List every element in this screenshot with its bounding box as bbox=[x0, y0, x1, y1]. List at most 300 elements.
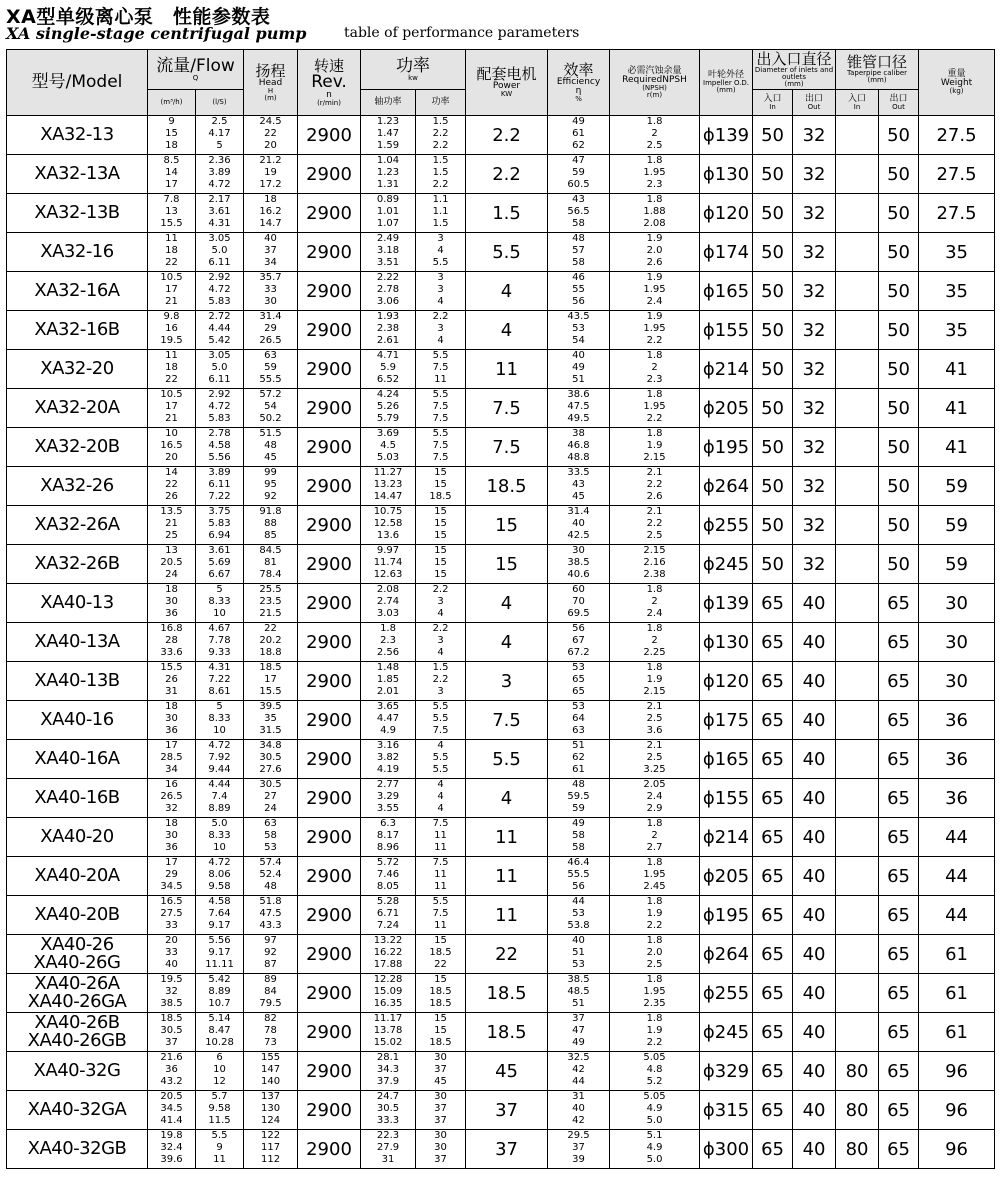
cell-tin: 80 bbox=[836, 1052, 879, 1091]
cell-value: 53 bbox=[572, 324, 585, 334]
cell-value: 5.0 bbox=[646, 1116, 663, 1126]
header-taper-outlet-en: Out bbox=[892, 102, 905, 111]
cell-model: XA32-13A bbox=[7, 155, 148, 194]
cell-rev: 2900 bbox=[298, 662, 361, 701]
cell-pw bbox=[416, 233, 466, 272]
cell-value: 31.4 bbox=[259, 312, 282, 322]
cell-value: 87 bbox=[264, 960, 277, 970]
cell-value: 84.5 bbox=[259, 546, 282, 556]
cell-imp: ϕ329 bbox=[700, 1052, 753, 1091]
cell-pw bbox=[416, 467, 466, 506]
cell-shaft bbox=[361, 545, 416, 584]
cell-model: XA32-20 bbox=[7, 350, 148, 389]
cell-value: 15.5 bbox=[160, 219, 183, 229]
cell-motor: 4 bbox=[466, 311, 548, 350]
cell-value: 130 bbox=[260, 1104, 281, 1114]
cell-value: 58 bbox=[572, 831, 585, 841]
cell-value: 5.79 bbox=[376, 414, 400, 424]
cell-value: 17 bbox=[165, 285, 178, 295]
cell-value: 28 bbox=[165, 636, 178, 646]
cell-inlet: 65 bbox=[753, 1013, 793, 1052]
cell-value: 55 bbox=[572, 285, 585, 295]
cell-value: 2.7 bbox=[646, 843, 663, 853]
cell-pw bbox=[416, 857, 466, 896]
cell-weight: 41 bbox=[919, 428, 995, 467]
cell-value: 18.5 bbox=[259, 663, 282, 673]
cell-value: 7.22 bbox=[208, 675, 231, 685]
cell-value: 4.44 bbox=[208, 780, 231, 790]
cell-value: 55.5 bbox=[567, 870, 590, 880]
cell-value: 3 bbox=[437, 234, 444, 244]
cell-inlet: 65 bbox=[753, 701, 793, 740]
cell-weight: 41 bbox=[919, 389, 995, 428]
cell-value: 3.65 bbox=[376, 702, 400, 712]
cell-value: 32.4 bbox=[160, 1143, 183, 1153]
table-row bbox=[7, 506, 995, 545]
cell-value: 2 bbox=[651, 363, 658, 373]
cell-q1 bbox=[148, 1013, 196, 1052]
cell-value: 19.8 bbox=[160, 1131, 183, 1141]
cell-q1 bbox=[148, 311, 196, 350]
cell-value: 2.2 bbox=[432, 624, 449, 634]
cell-value: 30.5 bbox=[376, 1104, 400, 1114]
header-rev-en: Rev. bbox=[311, 71, 347, 92]
cell-value: 15 bbox=[434, 1014, 447, 1024]
cell-value: 4.47 bbox=[376, 714, 400, 724]
cell-q1 bbox=[148, 467, 196, 506]
cell-value: 6.71 bbox=[376, 909, 400, 919]
header-motor bbox=[466, 50, 548, 116]
cell-tout: 65 bbox=[879, 740, 919, 779]
cell-value: 1.8 bbox=[380, 624, 396, 634]
cell-npsh bbox=[610, 272, 700, 311]
cell-value: 5.14 bbox=[208, 1014, 231, 1024]
cell-outlet: 32 bbox=[793, 506, 836, 545]
cell-value: 5.5 bbox=[432, 897, 449, 907]
cell-rev: 2900 bbox=[298, 1091, 361, 1130]
cell-value: 43.3 bbox=[259, 921, 282, 931]
cell-value: 2.9 bbox=[646, 804, 663, 814]
cell-tout: 50 bbox=[879, 311, 919, 350]
cell-npsh bbox=[610, 428, 700, 467]
cell-value: 2.45 bbox=[643, 882, 666, 892]
cell-value: 18 bbox=[264, 195, 277, 205]
cell-value: 51 bbox=[572, 375, 585, 385]
cell-pw bbox=[416, 623, 466, 662]
cell-h bbox=[244, 311, 298, 350]
header-flow-symbol: Q bbox=[192, 73, 199, 82]
cell-npsh bbox=[610, 935, 700, 974]
cell-value: 73 bbox=[264, 1038, 277, 1048]
cell-value: 1.9 bbox=[646, 909, 663, 919]
cell-value: 4 bbox=[437, 780, 444, 790]
cell-q1 bbox=[148, 974, 196, 1013]
cell-pw bbox=[416, 1013, 466, 1052]
cell-motor: 18.5 bbox=[466, 467, 548, 506]
cell-q1 bbox=[148, 623, 196, 662]
cell-value: 6.3 bbox=[380, 819, 396, 829]
cell-value: 11 bbox=[434, 921, 447, 931]
cell-value: 67 bbox=[572, 636, 585, 646]
cell-value: 57.4 bbox=[259, 858, 282, 868]
cell-value: 2 bbox=[651, 636, 658, 646]
cell-tout: 65 bbox=[879, 818, 919, 857]
header-head-en: Head bbox=[258, 77, 283, 88]
cell-value: 16.5 bbox=[160, 897, 183, 907]
cell-eff bbox=[548, 1091, 610, 1130]
cell-pw bbox=[416, 896, 466, 935]
cell-model: XA40-32G bbox=[7, 1052, 148, 1091]
cell-pw bbox=[416, 428, 466, 467]
cell-value: 47 bbox=[572, 156, 585, 166]
cell-value: 2.6 bbox=[646, 258, 663, 268]
cell-value: 92 bbox=[264, 948, 277, 958]
cell-value: 17 bbox=[165, 180, 178, 190]
cell-value: 34.5 bbox=[160, 882, 183, 892]
cell-value: 3 bbox=[437, 636, 444, 646]
cell-value: 58 bbox=[264, 831, 277, 841]
cell-q2 bbox=[196, 662, 244, 701]
cell-value: 31 bbox=[572, 1092, 585, 1102]
cell-model bbox=[7, 935, 148, 974]
cell-value: 2.38 bbox=[643, 570, 666, 580]
table-row bbox=[7, 623, 995, 662]
cell-value: 51 bbox=[572, 741, 585, 751]
cell-q2 bbox=[196, 350, 244, 389]
cell-value: 2.3 bbox=[380, 636, 396, 646]
cell-value: 2 bbox=[651, 129, 658, 139]
cell-model: XA40-13 bbox=[7, 584, 148, 623]
table-row bbox=[7, 1130, 995, 1169]
cell-rev: 2900 bbox=[298, 506, 361, 545]
header-dia-en: Diameter of inlets and outlets bbox=[754, 65, 834, 81]
cell-eff bbox=[548, 623, 610, 662]
cell-value: 27.6 bbox=[259, 765, 282, 775]
cell-q2 bbox=[196, 233, 244, 272]
cell-rev: 2900 bbox=[298, 389, 361, 428]
cell-value: 44 bbox=[572, 897, 585, 907]
cell-value: 1.48 bbox=[376, 663, 400, 673]
cell-q2 bbox=[196, 701, 244, 740]
table-row bbox=[7, 194, 995, 233]
cell-motor: 45 bbox=[466, 1052, 548, 1091]
cell-value: 16.2 bbox=[259, 207, 282, 217]
cell-value: 3.16 bbox=[376, 741, 400, 751]
cell-value: 17.2 bbox=[259, 180, 282, 190]
cell-weight: 27.5 bbox=[919, 194, 995, 233]
cell-value: 1.8 bbox=[646, 624, 663, 634]
cell-value: 15 bbox=[434, 1026, 447, 1036]
cell-shaft bbox=[361, 428, 416, 467]
cell-value: 1.8 bbox=[646, 1014, 663, 1024]
cell-inlet: 65 bbox=[753, 584, 793, 623]
cell-value: 2.4 bbox=[646, 297, 663, 307]
header-model: 型号/Model bbox=[7, 50, 148, 116]
cell-value: 4 bbox=[437, 648, 444, 658]
cell-imp: ϕ255 bbox=[700, 506, 753, 545]
cell-inlet: 50 bbox=[753, 350, 793, 389]
cell-h bbox=[244, 467, 298, 506]
cell-value: 16.8 bbox=[160, 624, 183, 634]
header-motor-unit: KW bbox=[500, 90, 513, 98]
cell-weight: 27.5 bbox=[919, 155, 995, 194]
cell-value: 49 bbox=[572, 117, 585, 127]
cell-value: 29.5 bbox=[567, 1131, 590, 1141]
cell-npsh bbox=[610, 194, 700, 233]
cell-q2 bbox=[196, 1130, 244, 1169]
cell-npsh bbox=[610, 233, 700, 272]
cell-value: 37 bbox=[572, 1143, 585, 1153]
cell-outlet: 40 bbox=[793, 974, 836, 1013]
table-row bbox=[7, 545, 995, 584]
cell-npsh bbox=[610, 857, 700, 896]
cell-value: 29 bbox=[264, 324, 277, 334]
cell-value: 4.5 bbox=[380, 441, 396, 451]
cell-eff bbox=[548, 857, 610, 896]
cell-value: 2.2 bbox=[646, 336, 663, 346]
cell-shaft bbox=[361, 272, 416, 311]
cell-value: 15 bbox=[434, 546, 447, 556]
cell-value: 33.6 bbox=[160, 648, 183, 658]
cell-q2 bbox=[196, 1091, 244, 1130]
cell-value: 5.1 bbox=[646, 1131, 663, 1141]
cell-value: 28.1 bbox=[376, 1053, 400, 1063]
cell-value: 7.5 bbox=[432, 402, 449, 412]
header-taper-outlet-cn: 出口 bbox=[889, 93, 908, 104]
cell-tin bbox=[836, 857, 879, 896]
cell-pw bbox=[416, 1052, 466, 1091]
cell-pw bbox=[416, 935, 466, 974]
cell-value: 5.56 bbox=[208, 936, 231, 946]
cell-motor: 37 bbox=[466, 1130, 548, 1169]
cell-value: 4.58 bbox=[208, 897, 231, 907]
cell-pw bbox=[416, 818, 466, 857]
cell-model: XA32-16 bbox=[7, 233, 148, 272]
cell-outlet: 40 bbox=[793, 818, 836, 857]
table-row bbox=[7, 467, 995, 506]
cell-value: 4 bbox=[437, 246, 444, 256]
cell-value: 56 bbox=[572, 882, 585, 892]
cell-tin bbox=[836, 467, 879, 506]
cell-value: 1.07 bbox=[376, 219, 400, 229]
cell-eff bbox=[548, 194, 610, 233]
cell-tout: 50 bbox=[879, 506, 919, 545]
cell-value: 2.08 bbox=[376, 585, 400, 595]
cell-value: 5 bbox=[216, 585, 223, 595]
cell-value: 43 bbox=[572, 480, 585, 490]
cell-value: 18.5 bbox=[160, 1014, 183, 1024]
cell-value: 48.5 bbox=[567, 987, 590, 997]
cell-motor: 2.2 bbox=[466, 155, 548, 194]
cell-value: 6.52 bbox=[376, 375, 400, 385]
cell-value: 7.92 bbox=[208, 753, 231, 763]
cell-value: 30.5 bbox=[259, 753, 282, 763]
cell-value: 14.7 bbox=[259, 219, 282, 229]
cell-value: 11 bbox=[434, 831, 447, 841]
cell-value: 25.5 bbox=[259, 585, 282, 595]
cell-value: 5 bbox=[216, 702, 223, 712]
cell-value: 5.7 bbox=[211, 1092, 228, 1102]
cell-value: 1.5 bbox=[432, 168, 449, 178]
cell-value: 62 bbox=[572, 141, 585, 151]
cell-rev: 2900 bbox=[298, 233, 361, 272]
cell-value: 5.5 bbox=[432, 390, 449, 400]
cell-value: 1.8 bbox=[646, 663, 663, 673]
cell-value: 36 bbox=[165, 726, 178, 736]
cell-value: 2.56 bbox=[376, 648, 400, 658]
cell-value: 81 bbox=[264, 558, 277, 568]
cell-value: 3.55 bbox=[376, 804, 400, 814]
cell-q2 bbox=[196, 818, 244, 857]
cell-value: 5.83 bbox=[208, 519, 231, 529]
cell-q1 bbox=[148, 1091, 196, 1130]
cell-value: 7.5 bbox=[432, 909, 449, 919]
cell-pw bbox=[416, 974, 466, 1013]
cell-value: 4.71 bbox=[376, 351, 400, 361]
cell-value: 33.5 bbox=[567, 468, 590, 478]
cell-q2 bbox=[196, 1013, 244, 1052]
cell-value: 10.5 bbox=[160, 273, 183, 283]
cell-pw bbox=[416, 194, 466, 233]
cell-pw bbox=[416, 584, 466, 623]
cell-q2 bbox=[196, 740, 244, 779]
cell-weight: 61 bbox=[919, 974, 995, 1013]
cell-value: 27.9 bbox=[376, 1143, 400, 1153]
cell-rev: 2900 bbox=[298, 857, 361, 896]
table-row bbox=[7, 740, 995, 779]
cell-value: 3.69 bbox=[376, 429, 400, 439]
cell-inlet: 50 bbox=[753, 428, 793, 467]
cell-value: 2.5 bbox=[646, 531, 663, 541]
cell-value: 3.03 bbox=[376, 609, 400, 619]
cell-value: 2.72 bbox=[208, 312, 231, 322]
cell-value: 21.6 bbox=[160, 1053, 183, 1063]
cell-value: 1.5 bbox=[432, 219, 449, 229]
cell-value: 53 bbox=[572, 960, 585, 970]
cell-value: 53 bbox=[572, 909, 585, 919]
cell-value: 20 bbox=[165, 453, 178, 463]
cell-value: 70 bbox=[572, 597, 585, 607]
cell-value: 1.8 bbox=[646, 429, 663, 439]
cell-npsh bbox=[610, 1013, 700, 1052]
cell-npsh bbox=[610, 116, 700, 155]
cell-outlet: 32 bbox=[793, 545, 836, 584]
cell-value: 15.02 bbox=[373, 1038, 403, 1048]
cell-tout: 65 bbox=[879, 1013, 919, 1052]
cell-imp: ϕ139 bbox=[700, 116, 753, 155]
cell-value: 3.18 bbox=[376, 246, 400, 256]
cell-value: 1.95 bbox=[643, 168, 666, 178]
cell-imp: ϕ155 bbox=[700, 779, 753, 818]
cell-value: 3 bbox=[437, 687, 444, 697]
cell-eff bbox=[548, 506, 610, 545]
header-inlet-en: In bbox=[769, 102, 776, 111]
cell-motor: 2.2 bbox=[466, 116, 548, 155]
cell-shaft bbox=[361, 233, 416, 272]
cell-pw bbox=[416, 155, 466, 194]
cell-value: 8.05 bbox=[376, 882, 400, 892]
cell-tout: 50 bbox=[879, 155, 919, 194]
cell-value: 60.5 bbox=[567, 180, 590, 190]
cell-outlet: 32 bbox=[793, 272, 836, 311]
cell-value: 10 bbox=[213, 843, 226, 853]
cell-value: 16 bbox=[165, 780, 178, 790]
cell-outlet: 32 bbox=[793, 389, 836, 428]
cell-value: 6.67 bbox=[208, 570, 231, 580]
table-row bbox=[7, 974, 995, 1013]
cell-outlet: 40 bbox=[793, 1130, 836, 1169]
header-flow-unit-m3h: (m³/h) bbox=[148, 90, 196, 116]
cell-value: 37 bbox=[264, 246, 277, 256]
cell-shaft bbox=[361, 818, 416, 857]
cell-value: 5.56 bbox=[208, 453, 231, 463]
cell-value: 54 bbox=[264, 402, 277, 412]
cell-value: 8.61 bbox=[208, 687, 231, 697]
cell-q1 bbox=[148, 740, 196, 779]
cell-value: 30 bbox=[434, 1053, 447, 1063]
cell-value: 9.17 bbox=[208, 948, 231, 958]
cell-value: 30 bbox=[264, 297, 277, 307]
header-npsh-en: RequiredNPSH bbox=[622, 74, 687, 85]
cell-outlet: 32 bbox=[793, 155, 836, 194]
cell-value: 63 bbox=[264, 351, 277, 361]
cell-h bbox=[244, 974, 298, 1013]
cell-value: 8.33 bbox=[208, 714, 231, 724]
cell-shaft bbox=[361, 389, 416, 428]
cell-tout: 50 bbox=[879, 272, 919, 311]
cell-outlet: 40 bbox=[793, 584, 836, 623]
cell-value: 2.2 bbox=[646, 519, 663, 529]
cell-value: 2.2 bbox=[432, 129, 449, 139]
cell-value: 4.72 bbox=[208, 741, 231, 751]
cell-q2 bbox=[196, 623, 244, 662]
cell-rev: 2900 bbox=[298, 1013, 361, 1052]
table-row bbox=[7, 311, 995, 350]
cell-value: 5.72 bbox=[376, 858, 400, 868]
cell-value: 38.5 bbox=[567, 975, 590, 985]
cell-value: 46.4 bbox=[567, 858, 590, 868]
cell-value: 1.23 bbox=[376, 168, 400, 178]
cell-value: 26.5 bbox=[160, 792, 183, 802]
cell-imp: ϕ139 bbox=[700, 584, 753, 623]
cell-value: 55.5 bbox=[259, 375, 282, 385]
cell-outlet: 40 bbox=[793, 779, 836, 818]
cell-eff bbox=[548, 350, 610, 389]
cell-motor: 11 bbox=[466, 350, 548, 389]
cell-value: 3.61 bbox=[208, 207, 231, 217]
cell-value: 12.28 bbox=[373, 975, 403, 985]
cell-imp: ϕ245 bbox=[700, 545, 753, 584]
cell-value: 15 bbox=[434, 468, 447, 478]
cell-value: 1.59 bbox=[376, 141, 400, 151]
header-weight-en: Weight bbox=[940, 78, 973, 88]
cell-outlet: 32 bbox=[793, 467, 836, 506]
cell-value: 18 bbox=[165, 141, 178, 151]
cell-value: 48 bbox=[264, 882, 277, 892]
cell-value: 82 bbox=[264, 1014, 277, 1024]
cell-value: 33.3 bbox=[376, 1116, 400, 1126]
cell-value: 5.05 bbox=[643, 1092, 666, 1102]
cell-value: 11.5 bbox=[208, 1116, 231, 1126]
table-row bbox=[7, 428, 995, 467]
cell-inlet: 50 bbox=[753, 155, 793, 194]
cell-npsh bbox=[610, 545, 700, 584]
cell-value: 5.5 bbox=[432, 429, 449, 439]
cell-imp: ϕ255 bbox=[700, 974, 753, 1013]
cell-value: 7.4 bbox=[211, 792, 228, 802]
cell-pw bbox=[416, 779, 466, 818]
cell-value: 30 bbox=[572, 546, 585, 556]
